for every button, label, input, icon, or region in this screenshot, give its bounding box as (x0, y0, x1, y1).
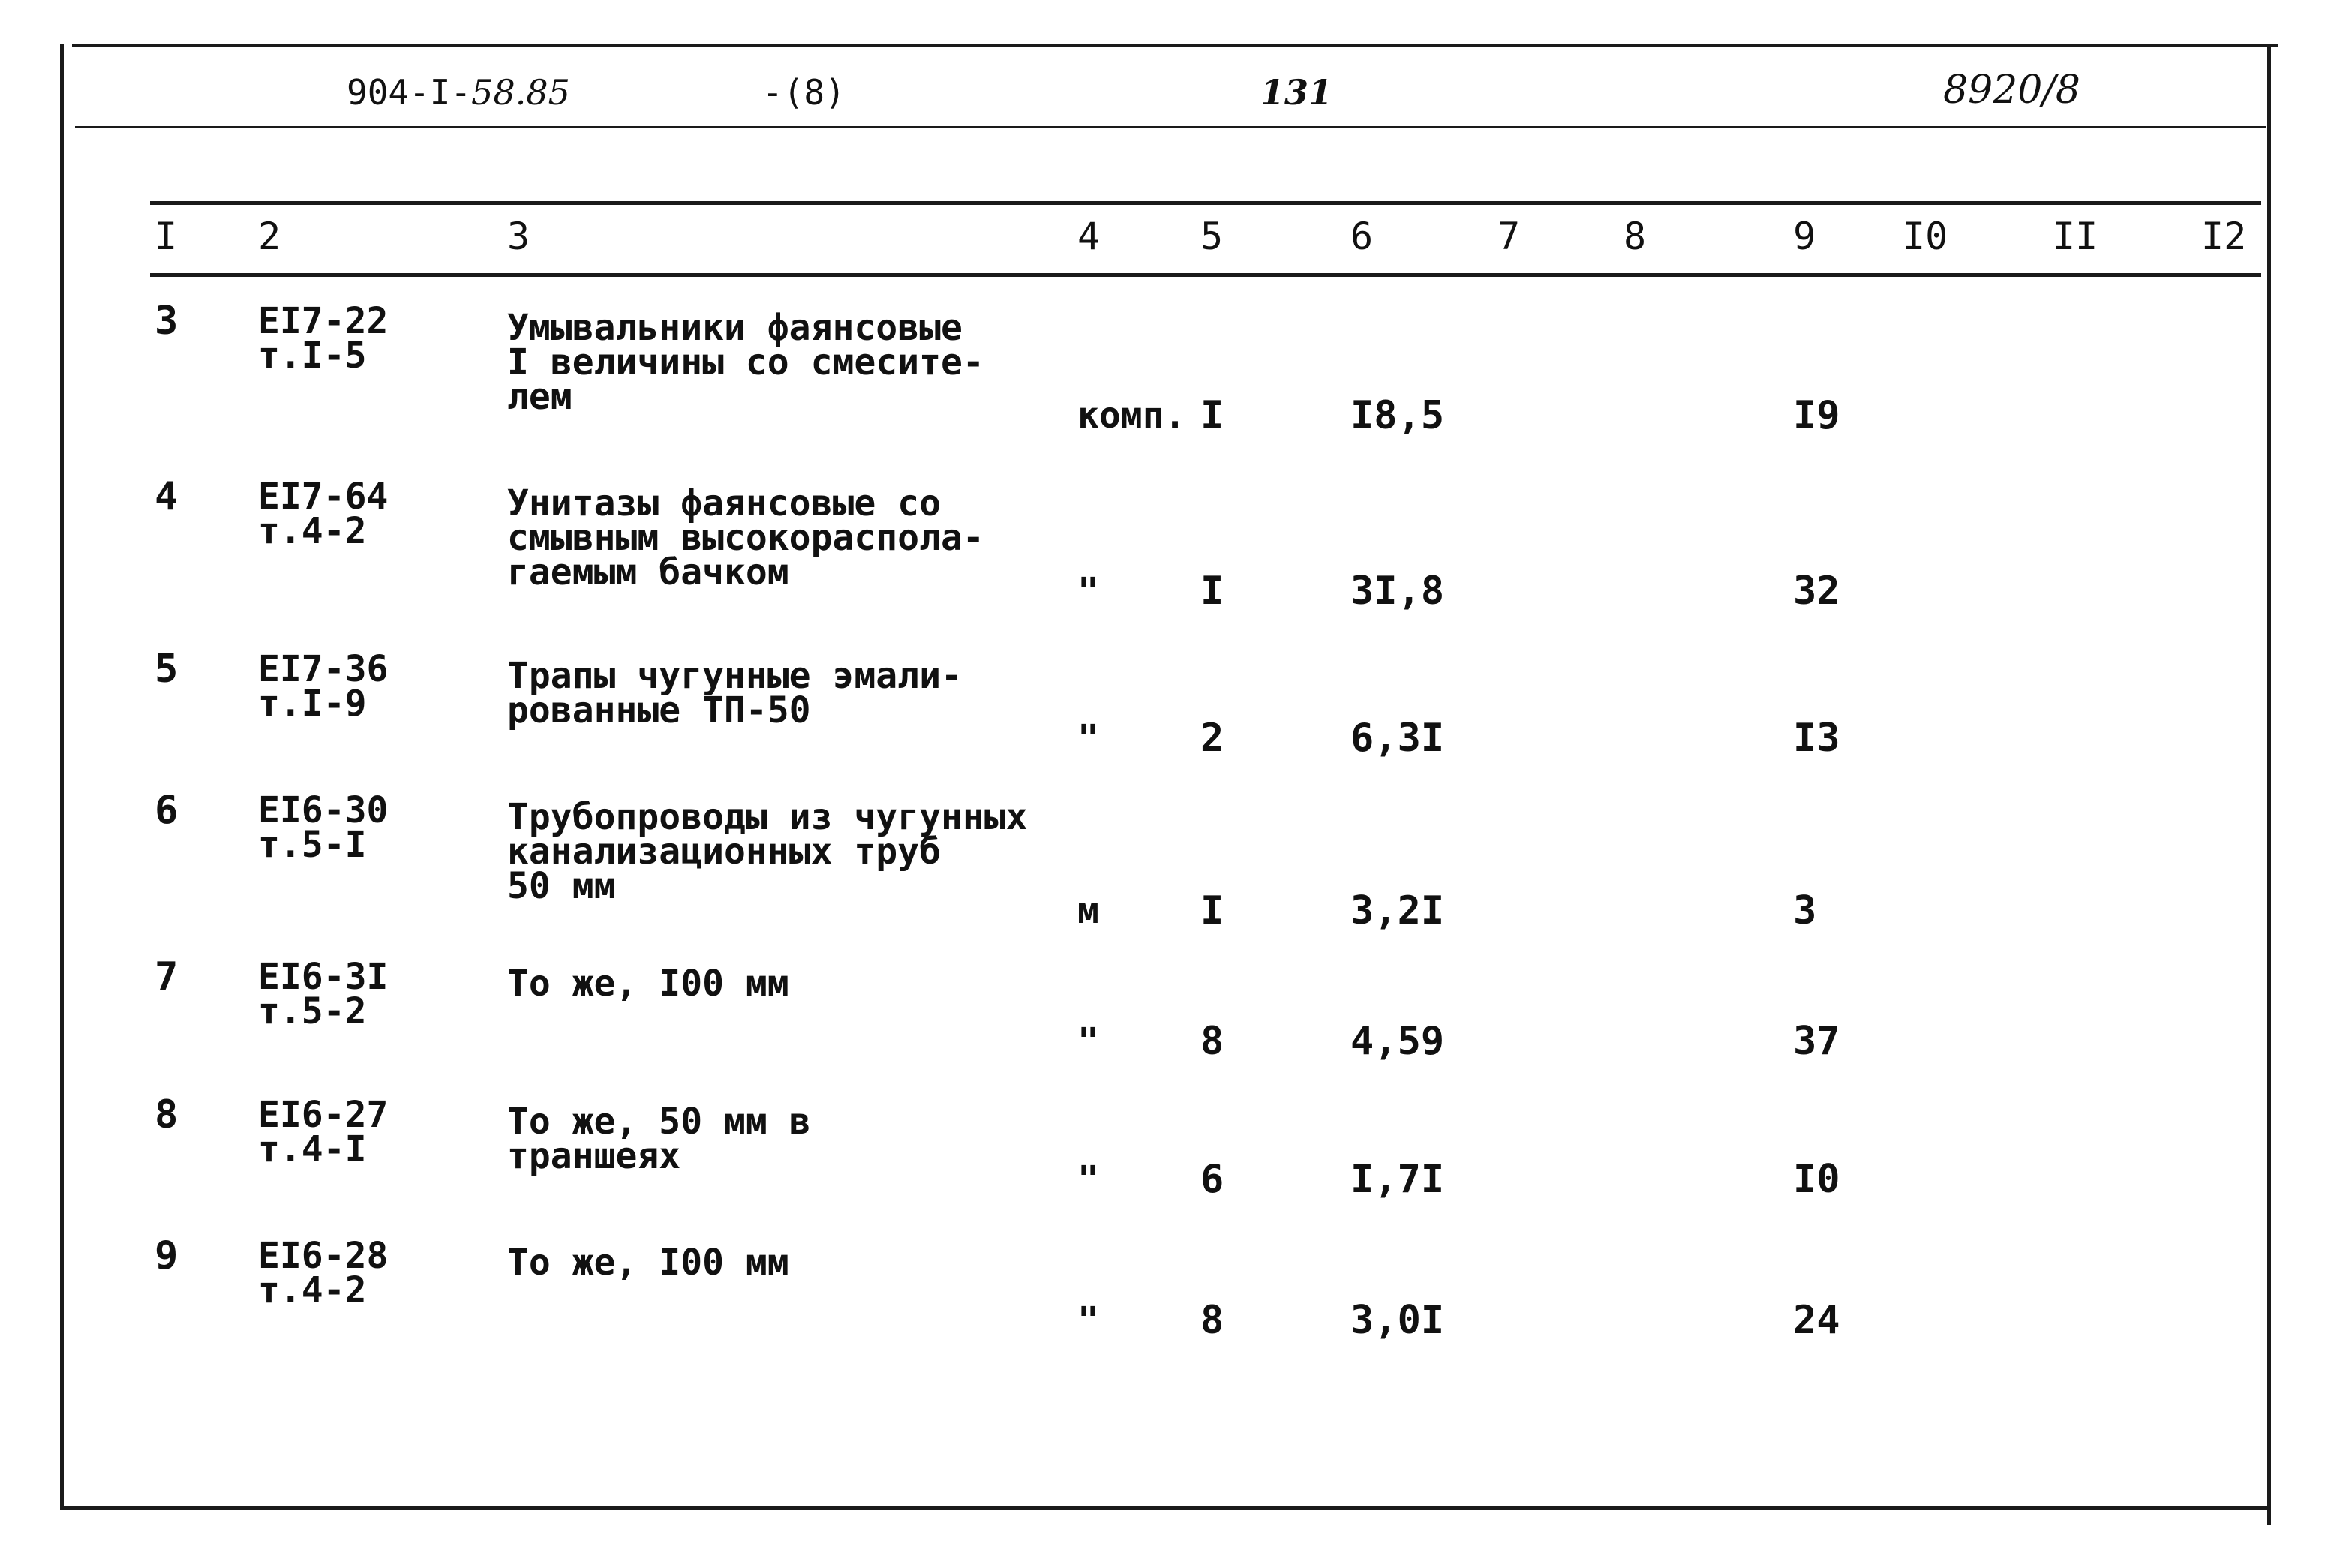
norm-code: EI7-22 (258, 300, 389, 342)
table-top-rule (150, 201, 2261, 205)
work-description: I величины со смесите- (507, 341, 984, 383)
work-description: 50 мм (507, 865, 616, 907)
table-header-rule (150, 273, 2261, 277)
column-header: I2 (2201, 215, 2247, 258)
document-number-handwritten: 58.85 (471, 72, 570, 113)
column-header: 2 (258, 215, 281, 258)
column-header: 4 (1077, 215, 1101, 258)
row-number: 7 (155, 954, 179, 999)
header-divider (75, 126, 2266, 128)
row-number: 4 (155, 474, 179, 519)
norm-code: EI7-36 (258, 648, 389, 690)
inventory-number: 8920/8 (1943, 68, 2080, 113)
column-header: 3 (507, 215, 530, 258)
column-header: 6 (1350, 215, 1374, 258)
norm-code: EI7-64 (258, 476, 389, 518)
frame-bottom-border (60, 1506, 2271, 1510)
row-number: 3 (155, 299, 179, 344)
total-cost: 24 (1793, 1298, 1840, 1343)
column-header: 8 (1624, 215, 1647, 258)
norm-code: EI6-30 (258, 789, 389, 831)
column-header: 7 (1497, 215, 1521, 258)
unit-of-measure: " (1077, 1158, 1099, 1200)
quantity: 8 (1200, 1019, 1224, 1064)
row-number: 8 (155, 1092, 179, 1137)
work-description: рованные ТП-50 (507, 689, 811, 731)
total-cost: I3 (1793, 716, 1840, 761)
column-header: I (155, 215, 178, 258)
total-cost: 3 (1793, 888, 1817, 933)
row-number: 5 (155, 647, 179, 692)
total-cost: I0 (1793, 1157, 1840, 1202)
quantity: I (1200, 888, 1224, 933)
quantity: I (1200, 569, 1224, 614)
work-description: лем (507, 376, 572, 418)
unit-of-measure: " (1077, 570, 1099, 612)
unit-of-measure: " (1077, 1299, 1099, 1341)
column-header: I0 (1903, 215, 1948, 258)
quantity: I (1200, 393, 1224, 438)
frame-top-border (72, 44, 2278, 47)
unit-cost: I8,5 (1350, 393, 1445, 438)
work-description: Унитазы фаянсовые со (507, 482, 941, 524)
norm-table-ref: т.4-2 (258, 1269, 367, 1311)
column-header: 9 (1793, 215, 1816, 258)
quantity: 6 (1200, 1157, 1224, 1202)
unit-of-measure: м (1077, 890, 1099, 932)
work-description: То же, I00 мм (507, 1242, 789, 1284)
total-cost: 37 (1793, 1019, 1840, 1064)
norm-table-ref: т.I-9 (258, 683, 367, 725)
quantity: 8 (1200, 1298, 1224, 1343)
norm-table-ref: т.I-5 (258, 335, 367, 377)
norm-table-ref: т.4-2 (258, 510, 367, 552)
document-number-prefix: 904-I- (347, 72, 472, 113)
work-description: Трапы чугунные эмали- (507, 655, 963, 697)
norm-table-ref: т.5-2 (258, 990, 367, 1032)
unit-cost: I,7I (1350, 1157, 1445, 1202)
norm-table-ref: т.5-I (258, 824, 367, 866)
work-description: канализационных труб (507, 831, 941, 873)
work-description: смывным высокораспола- (507, 517, 984, 559)
document-number (347, 72, 570, 113)
unit-cost: 6,3I (1350, 716, 1445, 761)
frame-right-border (2267, 44, 2271, 1525)
work-description: гаемым бачком (507, 551, 789, 593)
total-cost: 32 (1793, 569, 1840, 614)
unit-cost: 3I,8 (1350, 569, 1445, 614)
unit-cost: 3,2I (1350, 888, 1445, 933)
work-description: Умывальники фаянсовые (507, 307, 963, 349)
norm-code: EI6-3I (258, 956, 389, 998)
column-header: 5 (1200, 215, 1224, 258)
unit-of-measure: " (1077, 717, 1099, 759)
frame-left-border (60, 44, 64, 1510)
work-description: То же, I00 мм (507, 963, 789, 1005)
norm-code: EI6-28 (258, 1235, 389, 1277)
unit-cost: 3,0I (1350, 1298, 1445, 1343)
sheet-number: -(8) (762, 72, 846, 113)
page-number: 131 (1260, 72, 1333, 113)
work-description: То же, 50 мм в (507, 1101, 811, 1143)
quantity: 2 (1200, 716, 1224, 761)
row-number: 6 (155, 788, 179, 833)
work-description: Трубопроводы из чугунных (507, 796, 1028, 838)
work-description: траншеях (507, 1135, 681, 1177)
total-cost: I9 (1793, 393, 1840, 438)
unit-cost: 4,59 (1350, 1019, 1445, 1064)
norm-table-ref: т.4-I (258, 1128, 367, 1170)
row-number: 9 (155, 1233, 179, 1278)
unit-of-measure: комп. (1077, 395, 1186, 437)
unit-of-measure: " (1077, 1020, 1099, 1062)
column-header: II (2053, 215, 2098, 258)
norm-code: EI6-27 (258, 1094, 389, 1136)
